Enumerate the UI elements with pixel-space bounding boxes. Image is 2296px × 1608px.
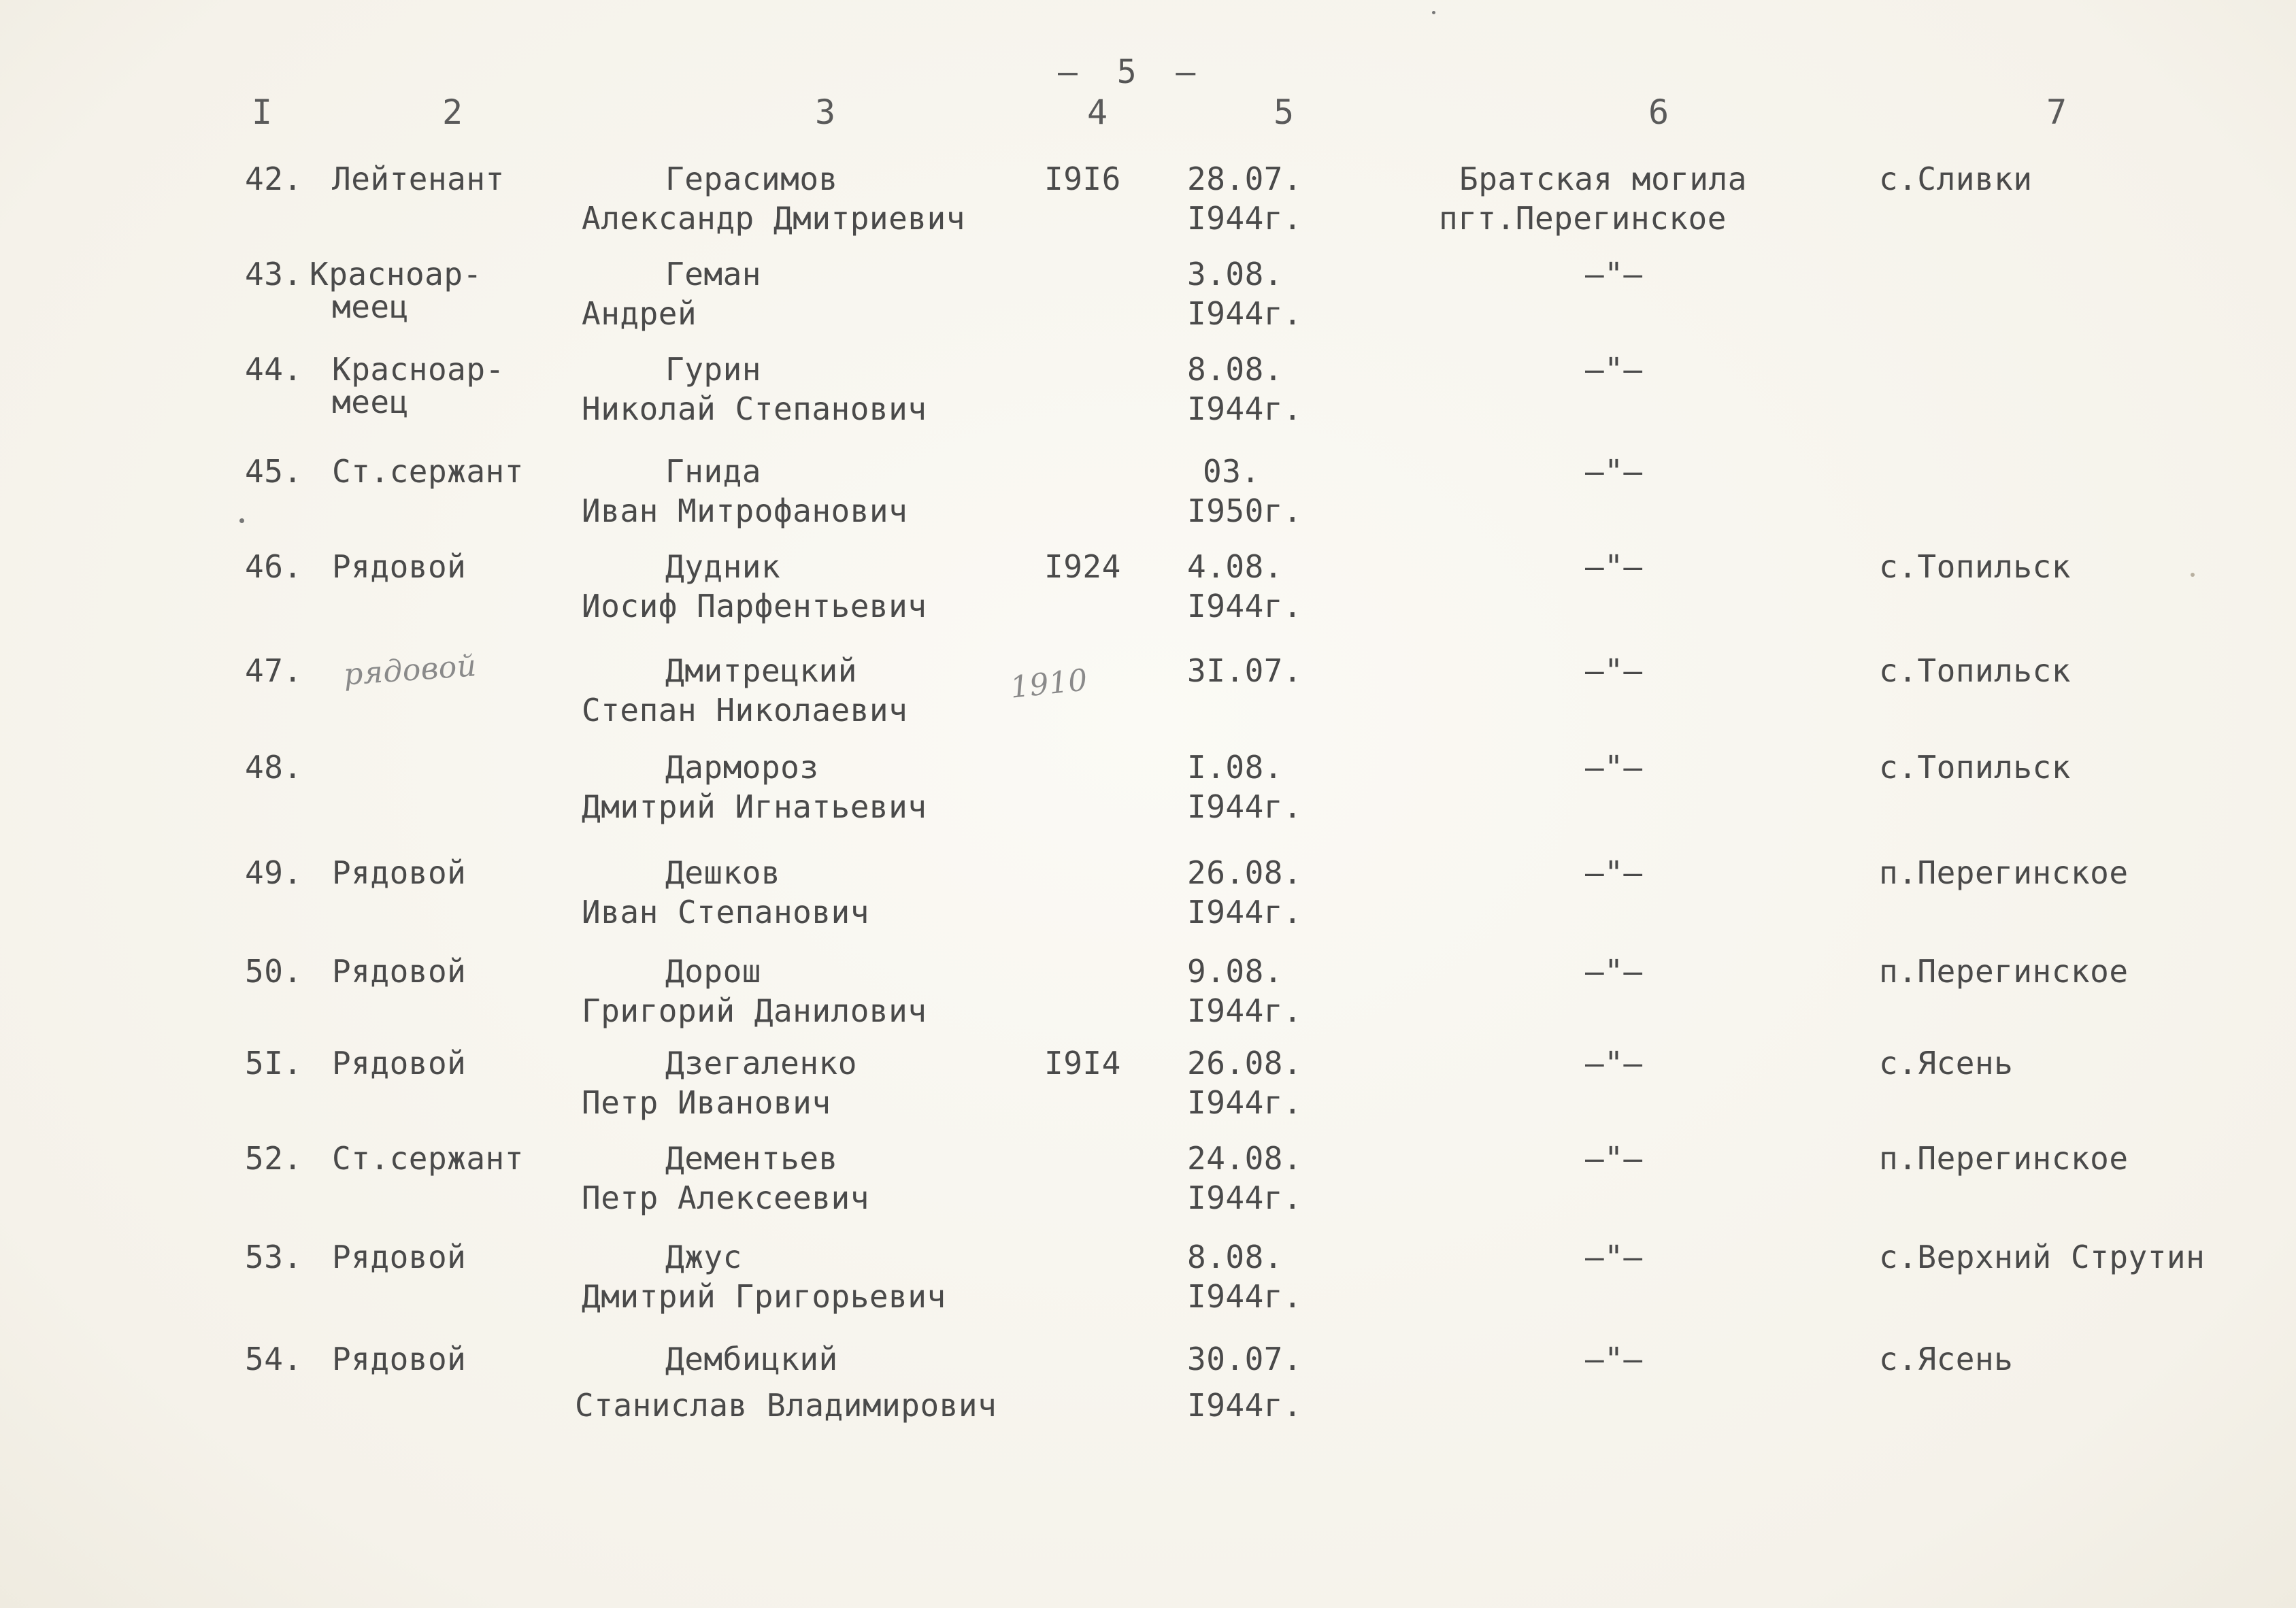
burial-ditto: –"– <box>1585 1045 1643 1082</box>
given-name: Николай Степанович <box>582 390 927 427</box>
burial-ditto: –"– <box>1585 548 1643 585</box>
death-year: I944г. <box>1187 200 1303 237</box>
given-name: Александр Дмитриевич <box>582 200 965 237</box>
burial-ditto: –"– <box>1585 1341 1643 1377</box>
row-number: 47. <box>245 652 303 689</box>
death-year: I944г. <box>1187 1278 1303 1315</box>
burial-ditto: –"– <box>1585 351 1643 388</box>
burial-place: Братская могила <box>1459 161 1747 197</box>
rank: Ст.сержант <box>332 453 524 490</box>
origin-place: с.Ясень <box>1879 1341 2014 1377</box>
surname: Дзегаленко <box>665 1045 857 1082</box>
given-name: Петр Иванович <box>582 1084 831 1121</box>
rank: Ст.сержант <box>332 1140 524 1177</box>
burial-ditto: –"– <box>1585 1140 1643 1177</box>
row-number: 46. <box>245 548 303 585</box>
burial-ditto: –"– <box>1585 652 1643 689</box>
table-row <box>0 748 2296 843</box>
origin-place: с.Топильск <box>1879 749 2071 786</box>
death-date: 03. <box>1203 453 1261 490</box>
column-header-7: 7 <box>2046 93 2067 132</box>
surname: Дембицкий <box>665 1341 838 1377</box>
row-number: 5I. <box>245 1045 303 1082</box>
paper-speck <box>1432 11 1435 14</box>
column-header-1: I <box>252 93 273 132</box>
origin-place: с.Сливки <box>1879 161 2033 197</box>
origin-place: п.Перегинское <box>1879 1140 2129 1177</box>
row-number: 50. <box>245 953 303 990</box>
death-year: I944г. <box>1187 1084 1303 1121</box>
column-header-5: 5 <box>1274 93 1295 132</box>
rank: Рядовой <box>332 854 467 891</box>
surname: Дорош <box>665 953 761 990</box>
row-number: 42. <box>245 161 303 197</box>
row-number: 43. <box>245 256 303 292</box>
death-year: I944г. <box>1187 992 1303 1029</box>
origin-place: с.Топильск <box>1879 548 2071 585</box>
table-row <box>0 1340 2296 1435</box>
death-date: 24.08. <box>1187 1140 1303 1177</box>
row-number: 45. <box>245 453 303 490</box>
rank: Рядовой <box>332 1341 467 1377</box>
given-name: Степан Николаевич <box>582 692 908 728</box>
column-header-6: 6 <box>1648 93 1669 132</box>
given-name: Иван Степанович <box>582 894 869 931</box>
burial-ditto: –"– <box>1585 453 1643 490</box>
origin-place: п.Перегинское <box>1879 854 2129 891</box>
table-row <box>0 350 2296 446</box>
death-date: 4.08. <box>1187 548 1283 585</box>
given-name: Андрей <box>582 295 697 332</box>
rank: Красноар- <box>332 351 505 388</box>
burial-ditto: –"– <box>1585 1239 1643 1275</box>
death-year: I950г. <box>1187 492 1303 529</box>
column-header-3: 3 <box>815 93 836 132</box>
table-row <box>0 1238 2296 1333</box>
burial-place-line2: пгт.Перегинское <box>1439 200 1727 237</box>
death-year: I944г. <box>1187 588 1303 624</box>
death-date: 8.08. <box>1187 1239 1283 1275</box>
given-name: Петр Алексеевич <box>582 1179 869 1216</box>
surname: Дешков <box>665 854 781 891</box>
paper-speck <box>239 518 244 523</box>
table-row <box>0 452 2296 548</box>
table-row <box>0 548 2296 643</box>
rank: Красноар- <box>310 256 482 292</box>
given-name: Иосиф Парфентьевич <box>582 588 927 624</box>
death-date: 3.08. <box>1187 256 1283 292</box>
birth-year: I9I4 <box>1044 1045 1121 1082</box>
page-number: – 5 – <box>1058 53 1196 91</box>
rank: Рядовой <box>332 548 467 585</box>
table-row <box>0 255 2296 350</box>
rank: Лейтенант <box>332 161 505 197</box>
given-name: Дмитрий Григорьевич <box>582 1278 946 1315</box>
table-row <box>0 648 2296 747</box>
birth-year: I9I6 <box>1044 161 1121 197</box>
death-year: I944г. <box>1187 295 1303 332</box>
surname: Геман <box>665 256 761 292</box>
table-row <box>0 160 2296 255</box>
death-date: 28.07. <box>1187 161 1303 197</box>
death-date: 3I.07. <box>1187 652 1303 689</box>
rank: Рядовой <box>332 1045 467 1082</box>
birth-year: I924 <box>1044 548 1121 585</box>
surname: Дармороз <box>665 749 819 786</box>
death-year: I944г. <box>1187 1387 1303 1424</box>
paper-speck <box>2191 573 2195 577</box>
surname: Джус <box>665 1239 742 1275</box>
death-year: I944г. <box>1187 894 1303 931</box>
row-number: 48. <box>245 749 303 786</box>
given-name: Григорий Данилович <box>582 992 927 1029</box>
surname: Гурин <box>665 351 761 388</box>
surname: Дудник <box>665 548 781 585</box>
rank-line2: меец <box>332 384 409 420</box>
rank-handwritten: рядовой <box>342 648 478 692</box>
death-date: 26.08. <box>1187 854 1303 891</box>
birth-year-handwritten: 1910 <box>1008 663 1090 705</box>
row-number: 53. <box>245 1239 303 1275</box>
column-header-4: 4 <box>1087 93 1108 132</box>
table-row <box>0 1139 2296 1235</box>
column-header-2: 2 <box>442 93 463 132</box>
table-row <box>0 952 2296 1048</box>
given-name: Иван Митрофанович <box>582 492 908 529</box>
burial-ditto: –"– <box>1585 854 1643 891</box>
death-date: 9.08. <box>1187 953 1283 990</box>
row-number: 52. <box>245 1140 303 1177</box>
death-year: I944г. <box>1187 390 1303 427</box>
origin-place: с.Ясень <box>1879 1045 2014 1082</box>
given-name: Дмитрий Игнатьевич <box>582 788 927 825</box>
surname: Дементьев <box>665 1140 838 1177</box>
burial-ditto: –"– <box>1585 256 1643 292</box>
surname: Дмитрецкий <box>665 652 857 689</box>
death-date: 26.08. <box>1187 1045 1303 1082</box>
origin-place: с.Верхний Струтин <box>1879 1239 2206 1275</box>
table-row <box>0 854 2296 949</box>
rank: Рядовой <box>332 1239 467 1275</box>
death-date: 8.08. <box>1187 351 1283 388</box>
row-number: 54. <box>245 1341 303 1377</box>
row-number: 49. <box>245 854 303 891</box>
rank-line2: меец <box>332 288 409 325</box>
rank: Рядовой <box>332 953 467 990</box>
death-date: 30.07. <box>1187 1341 1303 1377</box>
death-year: I944г. <box>1187 1179 1303 1216</box>
table-row <box>0 1044 2296 1139</box>
origin-place: п.Перегинское <box>1879 953 2129 990</box>
death-date: I.08. <box>1187 749 1283 786</box>
surname: Гнида <box>665 453 761 490</box>
row-number: 44. <box>245 351 303 388</box>
surname: Герасимов <box>665 161 838 197</box>
origin-place: с.Топильск <box>1879 652 2071 689</box>
given-name: Станислав Владимирович <box>575 1387 997 1424</box>
burial-ditto: –"– <box>1585 953 1643 990</box>
burial-ditto: –"– <box>1585 749 1643 786</box>
death-year: I944г. <box>1187 788 1303 825</box>
